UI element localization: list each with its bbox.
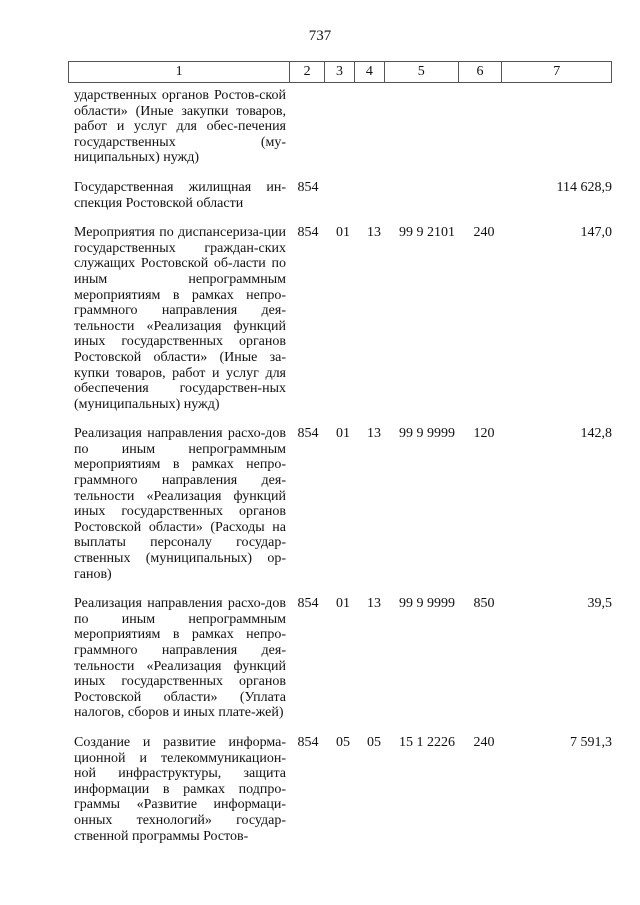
cell-expense-type xyxy=(462,88,506,166)
cell-section: 01 xyxy=(336,596,350,612)
table-header xyxy=(68,61,612,83)
cell-expense-type xyxy=(462,180,506,211)
cell-expense-type: 850 xyxy=(473,596,495,612)
cell-amount xyxy=(506,88,612,166)
column-header-5: 5 xyxy=(385,62,459,82)
row-description: Мероприятия по диспансериза-ции государственных граждан-ских служащих Ростовской об-ласти по иным непрограммным мероприятиям в рамках непро-граммного направления дея-тельности «Реализация функций иных государственных органов Ростовской области» (Иные за-купки товаров, работ и услуг для обеспечения государствен-ных (муниципальных) нужд) xyxy=(74,225,286,412)
cell-subsection: 13 xyxy=(367,596,381,612)
cell-target-article: 15 1 2226 xyxy=(399,734,455,750)
column-header-3: 3 xyxy=(325,62,355,82)
cell-expense-type: 120 xyxy=(473,426,495,442)
cell-target-article: 99 9 9999 xyxy=(399,596,455,612)
cell-amount: 7 591,3 xyxy=(570,734,612,750)
cell-subsection: 13 xyxy=(367,225,381,241)
cell-target-article: 99 9 9999 xyxy=(399,426,455,442)
table-row xyxy=(74,225,612,412)
cell-subsection xyxy=(356,180,392,211)
cell-expense-type: 240 xyxy=(473,225,495,241)
cell-target-article xyxy=(392,180,462,211)
cell-target-article xyxy=(392,88,462,166)
table-row xyxy=(74,735,612,844)
cell-section: 01 xyxy=(336,225,350,241)
table-row xyxy=(74,426,612,582)
cell-section xyxy=(330,180,356,211)
cell-section: 01 xyxy=(336,426,350,442)
row-description: ударственных органов Ростов-ской области» (Иные закупки товаров, работ и услуг для обес-печения государственных (му-ниципальных) нужд) xyxy=(74,88,286,166)
cell-subsection: 13 xyxy=(367,426,381,442)
cell-ministry: 854 xyxy=(297,596,319,612)
cell-ministry: 854 xyxy=(297,426,319,442)
column-header-6: 6 xyxy=(459,62,503,82)
row-description: Государственная жилищная ин-спекция Ростовской области xyxy=(74,179,286,211)
cell-section: 05 xyxy=(336,734,350,750)
cell-amount: 114 628,9 xyxy=(556,179,612,195)
cell-subsection: 05 xyxy=(367,734,381,750)
table-row xyxy=(74,596,612,721)
table-row xyxy=(74,88,612,166)
row-description: Реализация направления расхо-дов по иным непрограммным мероприятиям в рамках непро-граммного направления дея-тельности «Реализация функций иных государственных органов Ростовской области» (Уплата налогов, сборов и иных плате-жей) xyxy=(74,596,286,721)
cell-section xyxy=(330,88,356,166)
cell-amount: 39,5 xyxy=(587,596,612,612)
cell-amount: 147,0 xyxy=(580,225,612,241)
column-header-4: 4 xyxy=(355,62,385,82)
page-number: 737 xyxy=(308,28,332,44)
column-header-2: 2 xyxy=(290,62,325,82)
cell-target-article: 99 9 2101 xyxy=(399,225,455,241)
cell-ministry: 854 xyxy=(297,734,319,750)
column-header-7: 7 xyxy=(553,64,561,79)
column-header-1: 1 xyxy=(69,62,290,82)
table-body xyxy=(74,88,612,858)
cell-ministry: 854 xyxy=(297,179,319,195)
cell-ministry: 854 xyxy=(297,225,319,241)
row-description: Реализация направления расхо-дов по иным непрограммным мероприятиям в рамках непро-граммного направления дея-тельности «Реализация функций иных государственных органов Ростовской области» (Расходы на выплаты персоналу государ-ственных (муниципальных) ор-ганов) xyxy=(74,426,286,582)
cell-ministry xyxy=(286,88,330,166)
cell-subsection xyxy=(356,88,392,166)
cell-expense-type: 240 xyxy=(473,734,495,750)
row-description: Создание и развитие информа-ционной и телекоммуникацион-ной инфраструктуры, защита информации в рамках подпро-граммы «Развитие информаци-онных технологий» государ-ственной программы Ростов- xyxy=(74,734,286,844)
cell-amount: 142,8 xyxy=(580,426,612,442)
table-row xyxy=(74,180,612,211)
